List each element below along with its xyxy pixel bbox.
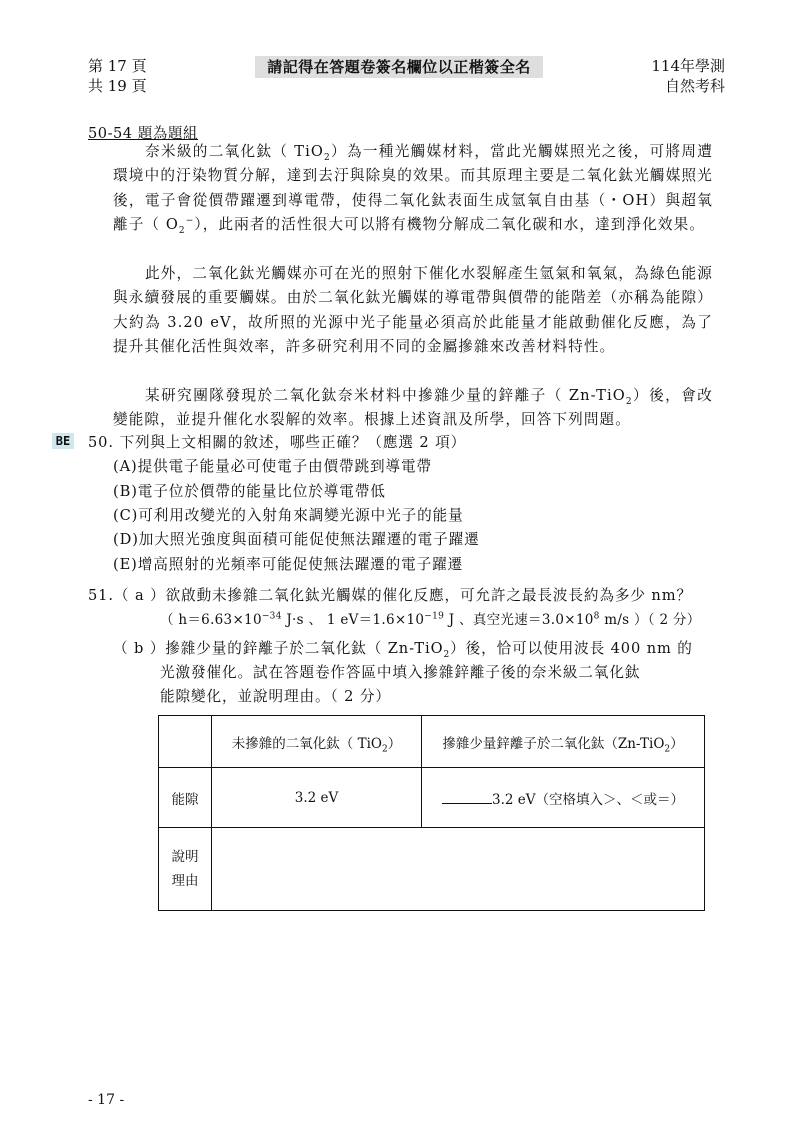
question-51b-line-3: 能隙變化，並說明理由。（ 2 分） <box>160 688 391 705</box>
question-50-option-b: (B)電子位於價帶的能量比位於導電帶低 <box>113 483 386 500</box>
question-group-title: 50-54 題為題組 <box>88 125 199 142</box>
table-cell-doped-band-gap: 3.2 eV（空格填入＞、＜或＝） <box>422 768 705 828</box>
page-total: 共 19 頁 <box>88 77 147 95</box>
question-50-option-c: (C)可利用改變光的入射角來調變光源中光子的能量 <box>113 507 464 524</box>
table-cell-undoped-band-gap: 3.2 eV <box>212 768 422 828</box>
fill-in-blank[interactable] <box>442 791 492 804</box>
exam-year: 114年學測 <box>651 57 725 75</box>
page-number: 第 17 頁 <box>88 57 147 75</box>
question-50-stem: 50. 下列與上文相關的敘述，哪些正確？（應選 2 項） <box>88 434 467 451</box>
passage-paragraph-1: 奈米級的二氧化鈦（ TiO$_2$）為一種光觸媒材料，當此光觸媒照光之後，可將周遭環境中的汙染物質分解，達到去汙與除臭的效果。而其原理主要是二氧化鈦光觸媒照光後，電子會從價帶躍遷到導電帶，使得二氧化鈦表面生成氫氧自由基（・OH）與超氧離子（ $O_2^-$），此兩者的活性很大可以將有機物分解成二氧化碳和水，達到淨化效果。 <box>113 143 713 237</box>
page-footer-number: - 17 - <box>88 1092 125 1108</box>
band-gap-answer-table <box>158 715 705 911</box>
question-51b-line-1: （ b ）摻雜少量的鋅離子於二氧化鈦（ Zn-TiO$_2$）後，恰可以使用波長 400 nm 的 <box>113 640 693 660</box>
question-50-option-e: (E)增高照射的光頻率可能促使無法躍遷的電子躍遷 <box>113 556 464 573</box>
table-row-label-band-gap: 能隙 <box>159 768 212 828</box>
table-corner-cell <box>159 716 212 768</box>
passage-paragraph-2: 此外，二氧化鈦光觸媒亦可在光的照射下催化水裂解產生氫氣和氧氣，為綠色能源與永續發展的重要觸媒。由於二氧化鈦光觸媒的導電帶與價帶的能階差（亦稱為能隙）大約為 3.20 eV，故所照的光源中光子能量必須高於此能量才能啟動催化反應，為了提升其催化活性與效率，許多研究利用不同的金屬摻雜來改善材料特性。 <box>113 265 713 356</box>
question-51a-stem: 51.（ a ）欲啟動未摻雜二氧化鈦光觸媒的催化反應，可允許之最長波長約為多少 nm？ <box>88 587 692 604</box>
question-51a-constants: （ $h=6.63\times 10^{-34}$ J·s 、 1 $eV=1.6\times 10^{-19}$ J 、真空光速$=3.0\times 10^8$ m/s ）（ 2 分） <box>160 611 701 628</box>
question-50-option-a: (A)提供電子能量必可使電子由價帶跳到導電帶 <box>113 458 433 475</box>
question-51b-line-2: 光激發催化。試在答題卷作答區中填入摻雜鋅離子後的奈米級二氧化鈦 <box>160 664 641 681</box>
table-header-undoped: 未摻雜的二氧化鈦（ TiO$_2$） <box>212 716 422 768</box>
signature-reminder-banner: 請記得在答題卷簽名欄位以正楷簽全名 <box>255 56 543 78</box>
table-header-doped: 摻雜少量鋅離子於二氧化鈦（Zn-TiO$_2$） <box>422 716 705 768</box>
passage-paragraph-3: 某研究團隊發現於二氧化鈦奈米材料中摻雜少量的鋅離子（ Zn-TiO$_2$）後，會改變能隙，並提升催化水裂解的效率。根據上述資訊及所學，回答下列問題。 <box>113 387 713 429</box>
question-50-option-d: (D)加大照光強度與面積可能促使無法躍遷的電子躍遷 <box>113 531 480 548</box>
table-row-label-reason: 說明 理由 <box>159 828 212 911</box>
answer-tag: BE <box>52 433 74 449</box>
subject-name: 自然考科 <box>664 77 725 95</box>
table-cell-reason-answer[interactable] <box>212 828 705 911</box>
